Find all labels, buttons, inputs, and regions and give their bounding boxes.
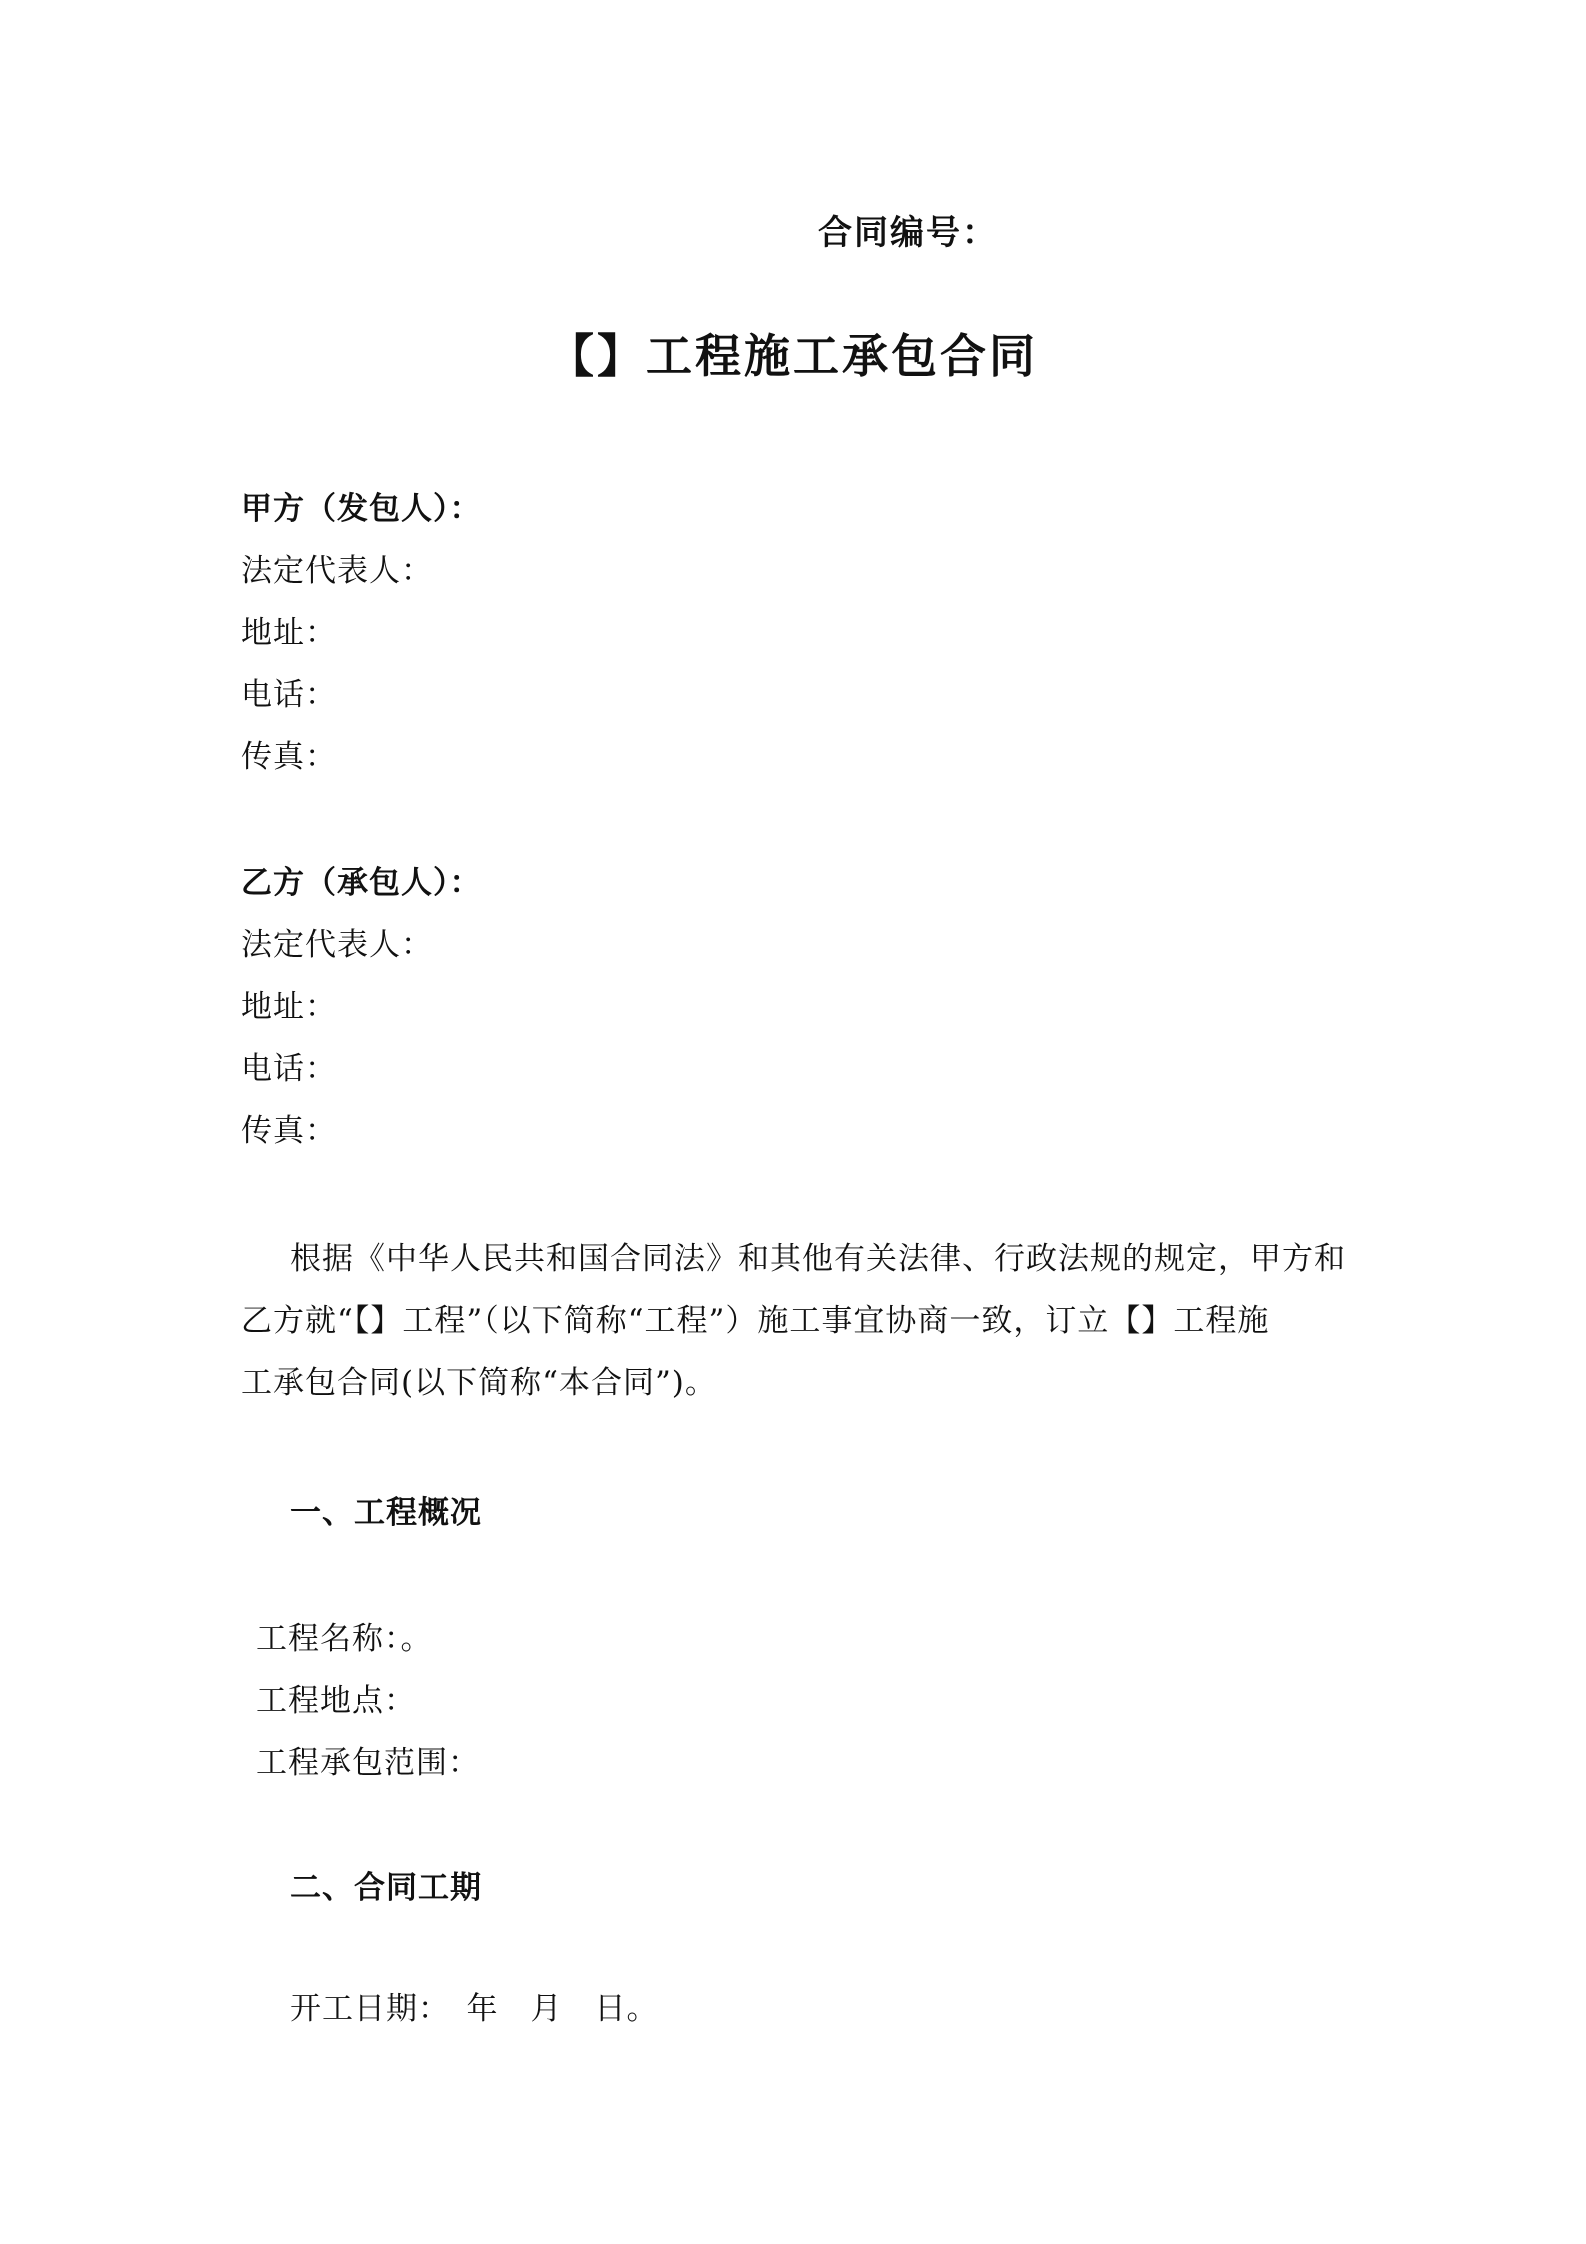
project-overview-block <box>256 1608 480 1794</box>
party-b-legal-rep: 法定代表人： <box>241 927 433 963</box>
section-1-heading: 一、工程概况 <box>290 1495 482 1531</box>
party-b-block <box>241 852 482 1162</box>
party-a-heading: 甲方（发包人）： <box>241 491 482 527</box>
party-a-block <box>241 478 482 788</box>
intro-line-1: 根据《中华人民共和国合同法》和其他有关法律、行政法规的规定，甲方和 <box>290 1241 1346 1277</box>
start-date: 开工日期： 年 月 日。 <box>290 1991 659 2027</box>
party-b-phone: 电话： <box>241 1051 337 1087</box>
section-2-heading: 二、合同工期 <box>290 1870 482 1906</box>
party-b-fax: 传真： <box>241 1113 337 1149</box>
party-b-heading: 乙方（承包人）： <box>241 865 482 901</box>
project-location: 工程地点： <box>256 1683 416 1719</box>
party-a-fax: 传真： <box>241 739 337 775</box>
project-name: 工程名称：。 <box>256 1621 433 1657</box>
document-title: 【】工程施工承包合同 <box>548 329 1038 383</box>
intro-line-3: 工承包合同(以下简称“本合同”)。 <box>241 1365 717 1401</box>
party-a-address: 地址： <box>241 615 337 651</box>
contract-number-label: 合同编号： <box>818 213 998 253</box>
party-a-legal-rep: 法定代表人： <box>241 553 433 589</box>
party-b-address: 地址： <box>241 989 337 1025</box>
intro-line-2: 乙方就“【】工程”（以下简称“工程”）施工事宜协商一致，订立【】工程施 <box>241 1303 1270 1339</box>
project-scope: 工程承包范围： <box>256 1745 480 1781</box>
party-a-phone: 电话： <box>241 677 337 713</box>
intro-paragraph <box>241 1228 1351 1414</box>
